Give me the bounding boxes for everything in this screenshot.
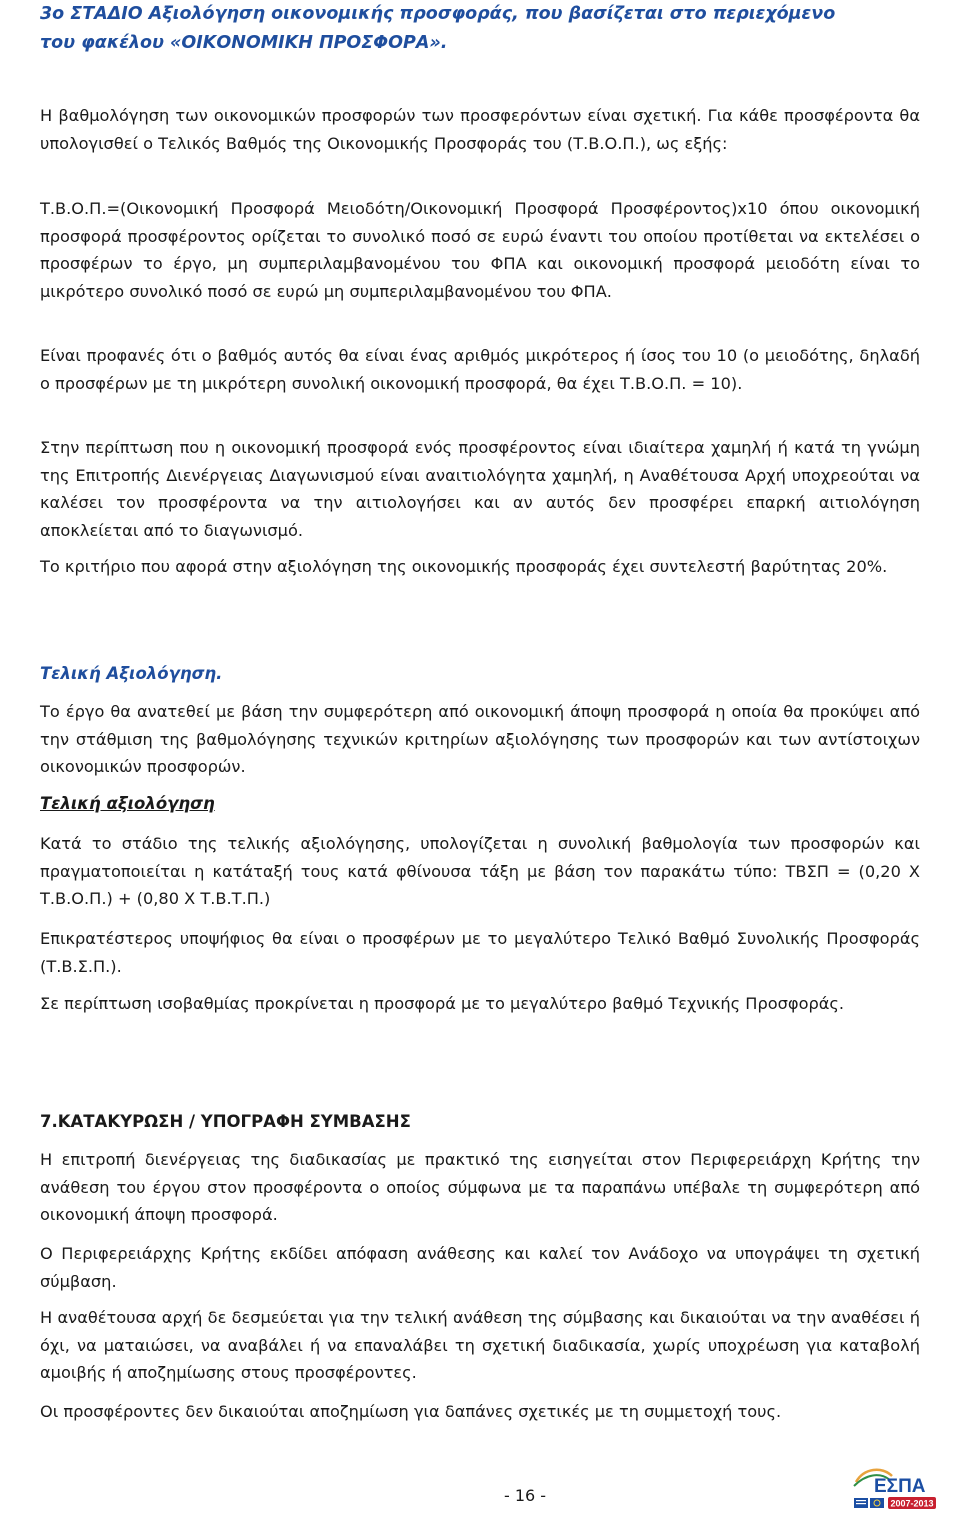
paragraph-formula-tbop: Τ.Β.Ο.Π.=(Οικονομική Προσφορά Μειοδότη/Οικονομική Προσφορά Προσφέροντος)x10 όπου οικονομική προσφορά προσφέροντος ορίζεται το συνολικό ποσό σε ευρώ έναντι του οποίου προτίθεται να εκτελέσει ο προσφέρων το έργο, μη συμπεριλαμβανομένου του ΦΠΑ και οικονομική προσφορά μειοδότη είναι το μικρότερο συνολικό ποσό σε ευρώ μη συμπεριλαμβανομένου του ΦΠΑ.: [40, 199, 920, 301]
espa-logo-years: 2007-2013: [890, 1498, 934, 1509]
paragraph-no-compensation: Οι προσφέροντες δεν δικαιούται αποζημίωση για δαπάνες σχετικές με τη συμμετοχή τους.: [40, 1402, 782, 1421]
section-7-heading: 7.ΚΑΤΑΚΥΡΩΣΗ / ΥΠΟΓΡΑΦΗ ΣΥΜΒΑΣΗΣ: [40, 1112, 411, 1131]
paragraph-award-basis: Το έργο θα ανατεθεί με βάση την συμφερότερη από οικονομική άποψη προσφορά η οποία θα προκύψει από την στάθμιση της βαθμολόγησης τεχνικών κριτηρίων αξιολόγησης των προσφορών και των αντίστοιχων οικονομικών προσφορών.: [40, 702, 920, 777]
stage-heading-line-1: 3ο ΣΤΑΔΙΟ Αξιολόγηση οικονομικής προσφοράς, που βασίζεται στο περιεχόμενο: [40, 4, 836, 24]
page-number: - 16 -: [503, 1486, 547, 1505]
paragraph-committee-proposal: Η επιτροπή διενέργειας της διαδικασίας με πρακτικό της εισηγείται στον Περιφερειάρχη Κρήτης την ανάθεση του έργου στον προσφέροντα ο οποίος σύμφωνα με τα παραπάνω υπέβαλε τη συμφερότερη από οικονομική άποψη προσφορά.: [40, 1150, 920, 1225]
espa-logo: [852, 1466, 938, 1512]
paragraph-authority-rights: Η αναθέτουσα αρχή δε δεσμεύεται για την τελική ανάθεση της σύμβασης και δικαιούται να την αναθέσει ή όχι, να ματαιώσει, να αναβάλει ή να επαναλάβει τη σχετική διαδικασία, χωρίς υποχρέωση για καταβολή αμοιβής ή αποζημίωσης στους προσφέροντες.: [40, 1308, 920, 1383]
paragraph-relative-scoring: Η βαθμολόγηση των οικονομικών προσφορών των προσφερόντων είναι σχετική. Για κάθε προσφέροντα θα υπολογισθεί ο Τελικός Βαθμός της Οικονομικής Προσφοράς του (Τ.Β.Ο.Π.), ως εξής:: [40, 106, 920, 153]
espa-logo-text: ΕΣΠΑ: [874, 1476, 926, 1497]
final-evaluation-heading: Τελική Αξιολόγηση.: [40, 664, 223, 683]
paragraph-regional-governor: Ο Περιφερειάρχης Κρήτης εκδίδει απόφαση ανάθεσης και καλεί τον Ανάδοχο να υπογράψει τη σχετική σύμβαση.: [40, 1244, 920, 1291]
paragraph-max-score: Είναι προφανές ότι ο βαθμός αυτός θα είναι ένας αριθμός μικρότερος ή ίσος του 10 (ο μειοδότης, δηλαδή ο προσφέρων με τη μικρότερη συνολική οικονομική προσφορά, θα έχει Τ.Β.Ο.Π. = 10).: [40, 346, 920, 393]
paragraph-tie-break: Σε περίπτωση ισοβαθμίας προκρίνεται η προσφορά με το μεγαλύτερο βαθμό Τεχνικής Προσφοράς.: [40, 994, 845, 1013]
stage-heading-line-2: του φακέλου «ΟΙΚΟΝΟΜΙΚΗ ΠΡΟΣΦΟΡΑ».: [40, 33, 448, 53]
paragraph-ranking-formula: Κατά το στάδιο της τελικής αξιολόγησης, υπολογίζεται η συνολική βαθμολογία των προσφορών και πραγματοποιείται η κατάταξή τους κατά φθίνουσα τάξη με βάση τον παρακάτω τύπο: ΤΒΣΠ = (0,20 Χ Τ.Β.Ο.Π.) + (0,80 Χ Τ.Β.Τ.Π.): [40, 834, 920, 909]
stage-heading: [40, 0, 920, 58]
paragraph-weight: Το κριτήριο που αφορά στην αξιολόγηση της οικονομικής προσφοράς έχει συντελεστή βαρύτητας 20%.: [40, 557, 888, 576]
paragraph-top-candidate: Επικρατέστερος υποψήφιος θα είναι ο προσφέρων με το μεγαλύτερο Τελικό Βαθμό Συνολικής Προσφοράς (Τ.Β.Σ.Π.).: [40, 929, 920, 976]
final-evaluation-subheading: Τελική αξιολόγηση: [40, 794, 215, 813]
paragraph-abnormally-low: Στην περίπτωση που η οικονομική προσφορά ενός προσφέροντος είναι ιδιαίτερα χαμηλή ή κατά τη γνώμη της Επιτροπής Διενέργειας Διαγωνισμού είναι αναιτιολόγητα χαμηλή, η Αναθέτουσα Αρχή υποχρεούται να καλέσει τον προσφέροντα να την αιτιολογήσει και αν αυτός δεν προσφέρει επαρκή αιτιολόγηση αποκλείεται από το διαγωνισμό.: [40, 438, 920, 540]
